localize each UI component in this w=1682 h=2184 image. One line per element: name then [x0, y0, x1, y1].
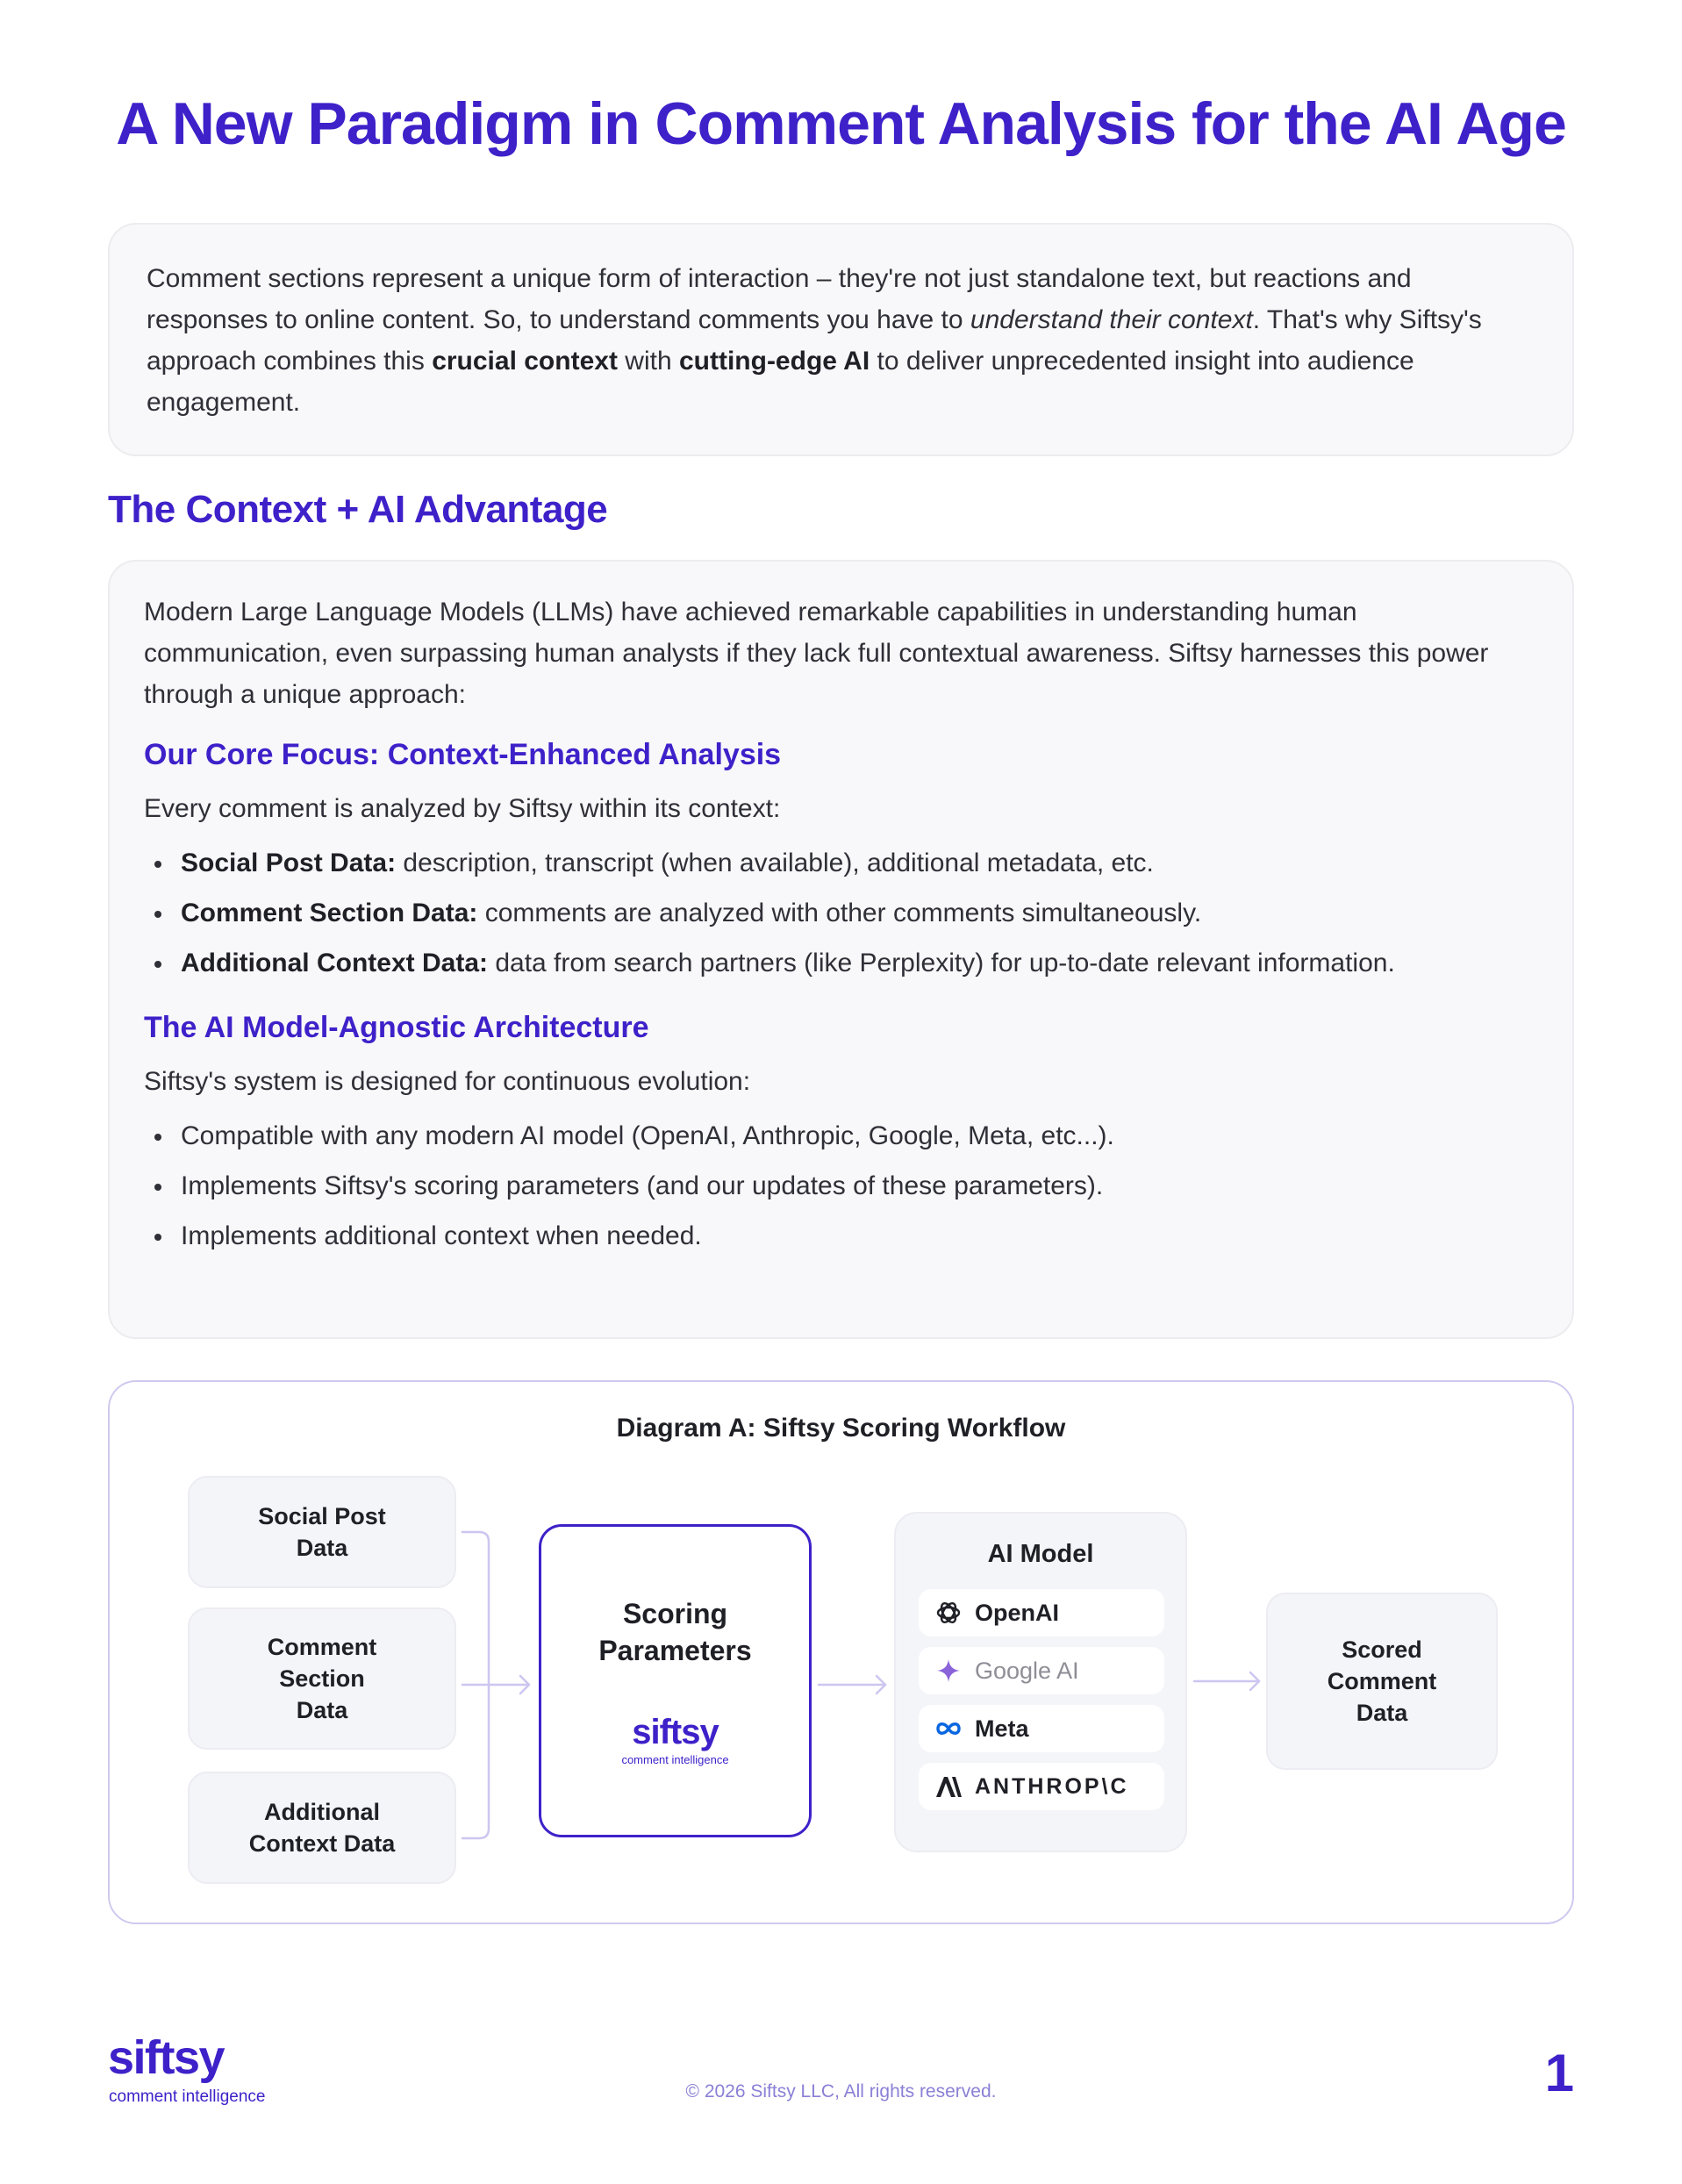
section-heading-advantage: The Context + AI Advantage: [108, 488, 608, 531]
model-meta: [919, 1705, 1164, 1752]
core-focus-list: [144, 838, 1537, 988]
workflow-diagram: [108, 1380, 1574, 1924]
list-item-label: Comment Section Data:: [181, 899, 478, 927]
list-item: Implements additional context when needed.: [144, 1211, 1537, 1261]
intro-bold: crucial context: [432, 347, 618, 376]
intro-bold: cutting-edge AI: [678, 347, 870, 376]
ai-model-title: AI Model: [987, 1540, 1094, 1568]
copyright-text: © 2026 Siftsy LLC, All rights reserved.: [685, 2081, 997, 2102]
advantage-lead: Modern Large Language Models (LLMs) have achieved remarkable capabilities in understanding human communication, even surpassing human analysts if they lack full contextual awareness. Siftsy harnesses this power through a unique approach:: [144, 598, 1489, 709]
model-name: ANTHROP\C: [975, 1773, 1129, 1799]
architecture-lead: Siftsy's system is designed for continuous evolution:: [144, 1067, 751, 1096]
intro-panel: [108, 223, 1574, 456]
footer-logo: siftsy: [108, 2031, 225, 2084]
intro-text: . That's why Siftsy's approach combines this: [147, 305, 1482, 376]
list-item: [144, 838, 1537, 888]
architecture-list: [144, 1111, 1537, 1261]
model-name: OpenAI: [975, 1599, 1060, 1626]
core-focus-lead: Every comment is analyzed by Siftsy within its context:: [144, 794, 781, 823]
openai-icon: [933, 1597, 964, 1629]
input-additional-context: Additional Context Data: [188, 1772, 456, 1884]
input-social-post: Social Post Data: [188, 1476, 456, 1588]
siftsy-logo: siftsy: [632, 1713, 719, 1751]
diagram-title: Diagram A: Siftsy Scoring Workflow: [616, 1414, 1066, 1443]
list-item: [144, 938, 1537, 988]
intro-paragraph: [147, 258, 1537, 423]
list-item-label: Social Post Data:: [181, 849, 397, 877]
intro-text: to deliver unprecedented insight into audience engagement.: [147, 347, 1414, 417]
sparkle-icon: [933, 1655, 964, 1686]
siftsy-tagline: comment intelligence: [621, 1753, 729, 1766]
list-item: Compatible with any modern AI model (OpenAI, Anthropic, Google, Meta, etc...).: [144, 1111, 1537, 1161]
model-openai: [919, 1589, 1164, 1636]
architecture-heading: The AI Model-Agnostic Architecture: [144, 1011, 649, 1044]
footer-tagline: comment intelligence: [109, 2087, 266, 2106]
page-number: 1: [1544, 2044, 1574, 2102]
scoring-parameters-box: [539, 1524, 812, 1837]
infinity-icon: [933, 1713, 964, 1744]
anthropic-icon: [933, 1771, 964, 1802]
output-scored-data: Scored Comment Data: [1266, 1593, 1498, 1770]
intro-emphasis: understand their context: [970, 305, 1253, 334]
list-item-text: comments are analyzed with other comments simultaneously.: [477, 899, 1202, 927]
intro-text: with: [617, 347, 679, 376]
list-item: Implements Siftsy's scoring parameters (and our updates of these parameters).: [144, 1161, 1537, 1211]
intro-text: Comment sections represent a unique form of interaction – they're not just standalone text, but reactions and responses to online content. So, to understand comments you have to: [147, 264, 1412, 334]
model-name: Google AI: [975, 1657, 1079, 1684]
list-item-label: Additional Context Data:: [181, 949, 488, 977]
core-focus-heading: Our Core Focus: Context-Enhanced Analysis: [144, 738, 782, 771]
advantage-panel: [108, 560, 1574, 1339]
list-item-text: description, transcript (when available), additional metadata, etc.: [396, 849, 1154, 877]
ai-model-box: [894, 1512, 1187, 1852]
model-anthropic: [919, 1763, 1164, 1810]
list-item-text: data from search partners (like Perplexity) for up-to-date relevant information.: [488, 949, 1395, 977]
list-item: [144, 888, 1537, 938]
input-comment-section: Comment Section Data: [188, 1608, 456, 1750]
scoring-label: Scoring Parameters: [598, 1598, 752, 1666]
model-name: Meta: [975, 1715, 1029, 1742]
model-google-ai: [919, 1647, 1164, 1694]
page-title: A New Paradigm in Comment Analysis for the AI Age: [116, 90, 1566, 157]
